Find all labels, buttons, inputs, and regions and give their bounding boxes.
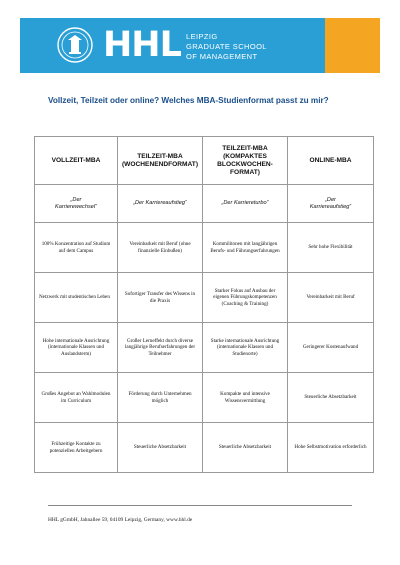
table-row [35, 323, 374, 373]
table-cell: 100% Konzentration auf Studium auf dem Campus [35, 223, 118, 273]
comparison-table [34, 136, 374, 473]
table-cell: Förderung durch Unternehmen möglich [118, 373, 203, 423]
header-banner [20, 18, 380, 73]
subheader-cell: „Der Karriereaufstieg“ [118, 185, 203, 223]
logo-subtitle [186, 32, 267, 62]
table-row [35, 423, 374, 473]
logo-line-3: OF MANAGEMENT [186, 52, 258, 61]
header-teilzeit-block: TEILZEIT-MBA (KOMPAKTES BLOCKWOCHEN- FORMAT) [203, 137, 288, 185]
table-cell: Sehr hohe Flexibilität [288, 223, 374, 273]
table-cell: Großer Lerneffekt durch diverse langjährige Berufserfahrungen der Teilnehmer [118, 323, 203, 373]
table-cell: Steuerliche Absetzbarkeit [118, 423, 203, 473]
subheader-cell: „Der Karrierewechsel“ [35, 185, 118, 223]
table-cell: Starke internationale Ausrichtung (internationale Klassen und Studienorte) [203, 323, 288, 373]
banner-orange-block [325, 18, 380, 73]
table-cell: Steuerliche Absetzbarkeit [288, 373, 374, 423]
table-cell: Vereinbarkeit mit Beruf (ohne finanzielle Einbußen) [118, 223, 203, 273]
subheader-cell: „Der Karriereaufstieg“ [288, 185, 374, 223]
header-online: ONLINE-MBA [288, 137, 374, 185]
table-cell: Vereinbarkeit mit Beruf [288, 273, 374, 323]
logo-text: HHL [103, 25, 181, 65]
logo-line-1: LEIPZIG [186, 32, 218, 41]
table-cell: Starker Fokus auf Ausbau der eigenen Führungskompetenzen (Coaching & Training) [203, 273, 288, 323]
table-cell: Geringerer Kostenaufwand [288, 323, 374, 373]
footer-divider [48, 505, 352, 506]
subheader-cell: „Der Karriereturbo“ [203, 185, 288, 223]
university-seal-icon [57, 27, 93, 63]
table-cell: Kommilitonen mit langjährigen Berufs- und Führungserfahrungen [203, 223, 288, 273]
page-heading: Vollzeit, Teilzeit oder online? Welches MBA-Studienformat passt zu mir? [48, 96, 329, 105]
table-cell: Großes Angebot an Wahlmodulen im Curriculum [35, 373, 118, 423]
table-cell: Hohe Selbstmotivation erforderlich [288, 423, 374, 473]
header-row [35, 137, 374, 185]
table-cell: Netzwerk mit studentischen Leben [35, 273, 118, 323]
header-teilzeit-wochenende: TEILZEIT-MBA (WOCHENENDFORMAT) [118, 137, 203, 185]
footer-address: HHL gGmbH, Jahnallee 59, 04109 Leipzig, Germany, www.hhl.de [48, 517, 193, 523]
table-row [35, 273, 374, 323]
table-cell: Frühzeitige Kontakte zu potenziellen Arbeitgebern [35, 423, 118, 473]
table-cell: Hohe internationale Ausrichtung (internationale Klassen und Auslandsterm) [35, 323, 118, 373]
table-row [35, 223, 374, 273]
table-cell: Sofortiger Transfer des Wissens in die Praxis [118, 273, 203, 323]
subheader-row [35, 185, 374, 223]
banner-blue-block [20, 18, 325, 73]
table-cell: Kompakte und intensive Wissensvermittlung [203, 373, 288, 423]
table-cell: Steuerliche Absetzbarkeit [203, 423, 288, 473]
header-vollzeit: VOLLZEIT-MBA [35, 137, 118, 185]
logo-line-2: GRADUATE SCHOOL [186, 42, 267, 51]
table-row [35, 373, 374, 423]
